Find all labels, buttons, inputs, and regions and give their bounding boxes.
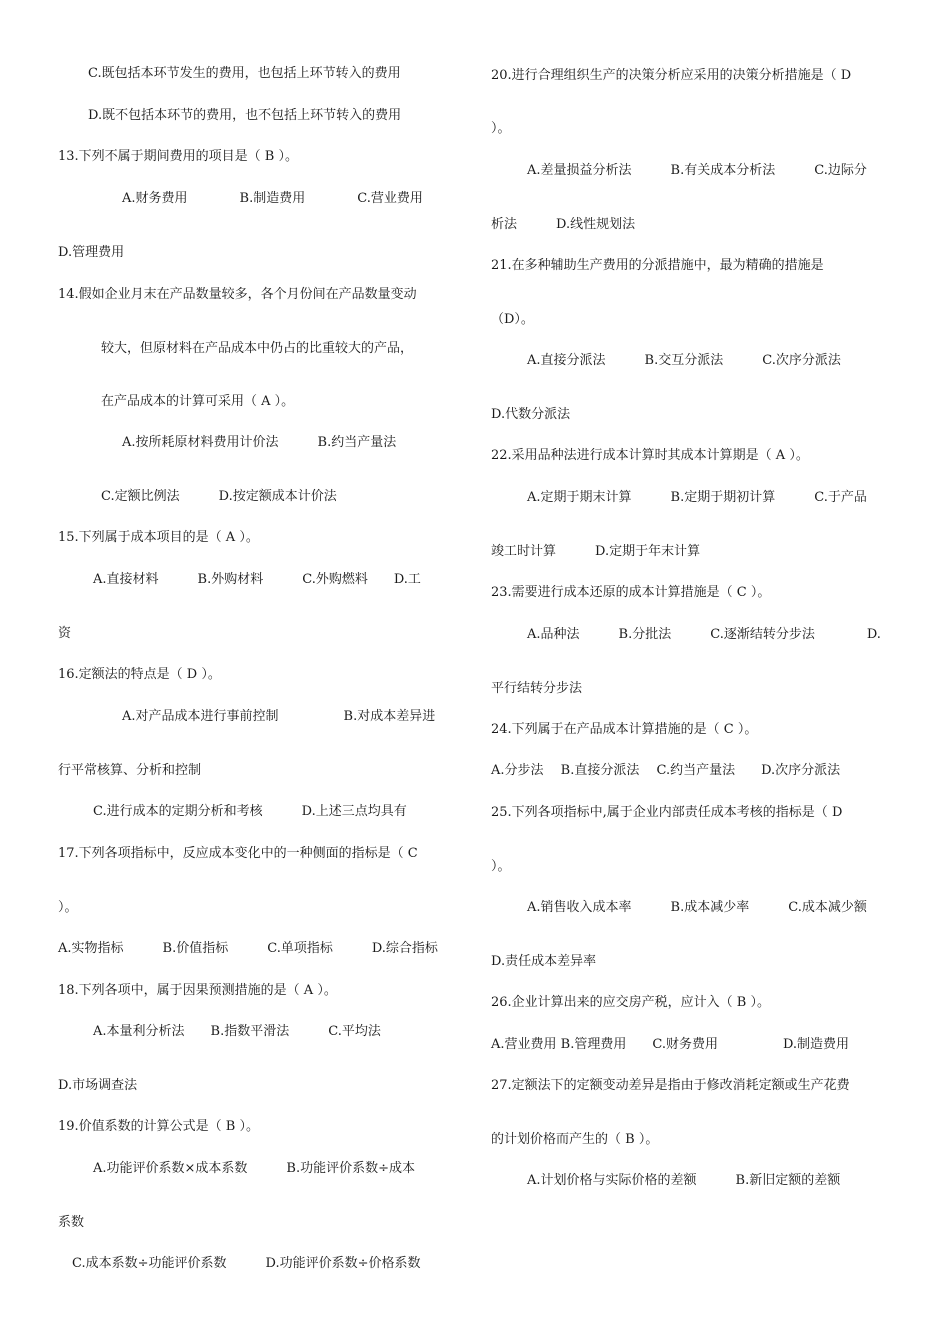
text-line: 在产品成本的计算可采用（ A ）。 (101, 394, 295, 409)
text-line: ）。 (491, 859, 511, 874)
text-line: 23.需要进行成本还原的成本计算措施是（ C ）。 (491, 585, 771, 600)
text-line: 资 (58, 626, 72, 641)
text-line: 较大，但原材料在产品成本中仍占的比重较大的产品， (101, 341, 414, 356)
text-line: 平行结转分步法 (491, 681, 583, 696)
text-line: A.定期于期末计算 B.定期于期初计算 C.于产品 (527, 490, 867, 505)
text-line: 17.下列各项指标中，反应成本变化中的一种侧面的指标是（ C (58, 846, 418, 861)
text-line: A.实物指标 B.价值指标 C.单项指标 D.综合指标 (58, 941, 438, 956)
text-line: D.市场调查法 (58, 1078, 138, 1093)
text-line: A.功能评价系数×成本系数 B.功能评价系数÷成本 (93, 1161, 415, 1176)
text-line: 27.定额法下的定额变动差异是指由于修改消耗定额或生产花费 (491, 1078, 850, 1093)
text-line: 25.下列各项指标中,属于企业内部责任成本考核的指标是（ D (491, 805, 843, 820)
text-line: ）。 (491, 121, 511, 136)
text-line: 18.下列各项中，属于因果预测措施的是（ A ）。 (58, 983, 337, 998)
text-line: A.对产品成本进行事前控制 B.对成本差异进 (122, 709, 436, 724)
text-line: 14.假如企业月末在产品数量较多，各个月份间在产品数量变动 (58, 287, 417, 302)
text-line: 13.下列不属于期间费用的项目是（ B ）。 (58, 149, 298, 164)
text-line: 15.下列属于成本项目的是（ A ）。 (58, 530, 259, 545)
text-line: 26.企业计算出来的应交房产税，应计入（ B ）。 (491, 995, 770, 1010)
text-line: 的计划价格而产生的（ B ）。 (491, 1132, 659, 1147)
text-line: D.代数分派法 (491, 407, 571, 422)
text-line: 析法 D.线性规划法 (491, 217, 636, 232)
text-line: （D）。 (491, 312, 534, 327)
text-line: A.分步法 B.直接分派法 C.约当产量法 D.次序分派法 (491, 763, 841, 778)
text-line: C.成本系数÷功能评价系数 D.功能评价系数÷价格系数 (72, 1256, 421, 1271)
text-line: A.销售收入成本率 B.成本减少率 C.成本减少额 (527, 900, 867, 915)
text-line: D.管理费用 (58, 245, 125, 260)
text-line: A.计划价格与实际价格的差额 B.新旧定额的差额 (527, 1173, 841, 1188)
text-line: A.品种法 B.分批法 C.逐渐结转分步法 D. (527, 627, 881, 642)
text-line: D.既不包括本环节的费用，也不包括上环节转入的费用 (88, 108, 402, 123)
text-line: 22.采用品种法进行成本计算时其成本计算期是（ A ）。 (491, 448, 809, 463)
text-line: D.责任成本差异率 (491, 954, 597, 969)
text-line: A.营业费用 B.管理费用 C.财务费用 D.制造费用 (491, 1037, 850, 1052)
text-line: A.差量损益分析法 B.有关成本分析法 C.边际分 (527, 163, 867, 178)
text-line: 16.定额法的特点是（ D ）。 (58, 667, 221, 682)
text-line: 21.在多种辅助生产费用的分派措施中，最为精确的措施是 (491, 258, 824, 273)
text-line: C.进行成本的定期分析和考核 D.上述三点均具有 (93, 804, 407, 819)
text-line: 系数 (58, 1215, 85, 1230)
text-line: A.财务费用 B.制造费用 C.营业费用 (122, 191, 423, 206)
text-line: A.本量利分析法 B.指数平滑法 C.平均法 (93, 1024, 381, 1039)
text-line: 竣工时计算 D.定期于年末计算 (491, 544, 701, 559)
text-line: A.直接材料 B.外购材料 C.外购燃料 D.工 (93, 572, 421, 587)
text-line: 24.下列属于在产品成本计算措施的是（ C ）。 (491, 722, 758, 737)
text-line: 行平常核算、分析和控制 (58, 763, 202, 778)
text-line: C.定额比例法 D.按定额成本计价法 (101, 489, 337, 504)
text-line: 19.价值系数的计算公式是（ B ）。 (58, 1119, 259, 1134)
text-line: 20.进行合理组织生产的决策分析应采用的决策分析措施是（ D (491, 68, 852, 83)
text-line: ）。 (58, 900, 78, 915)
text-line: A.直接分派法 B.交互分派法 C.次序分派法 (527, 353, 841, 368)
text-line: C.既包括本环节发生的费用，也包括上环节转入的费用 (88, 66, 401, 81)
text-line: A.按所耗原材料费用计价法 B.约当产量法 (122, 435, 397, 450)
